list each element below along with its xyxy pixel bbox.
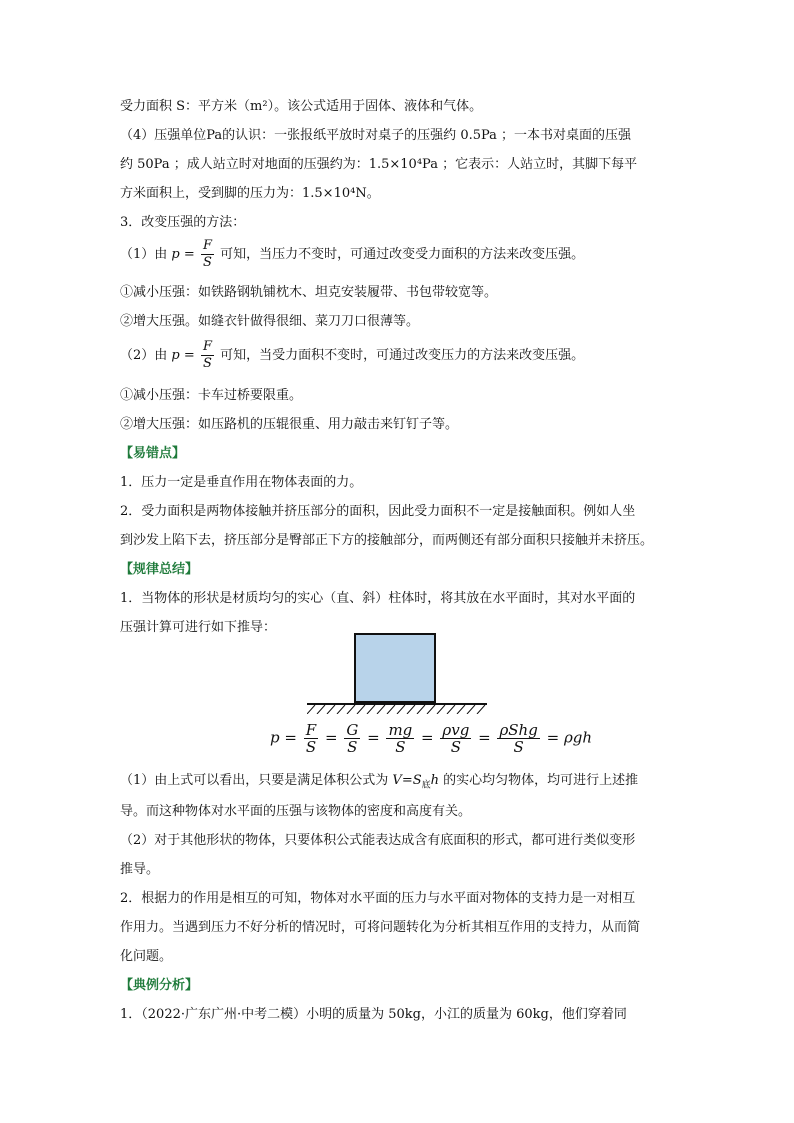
text-line: 受力面积 S：平方米（m²）。该公式适用于固体、液体和气体。 [120, 99, 483, 114]
derivation-formula [270, 722, 592, 755]
fraction-denominator: S [395, 738, 406, 756]
text-line-with-formula [120, 237, 680, 273]
fraction-numerator: F [202, 339, 212, 354]
section-heading: 【规律总结】 [120, 562, 199, 577]
formula-subscript: 底 [421, 780, 431, 791]
fraction-numerator: F [305, 721, 317, 739]
formula-eq: = [421, 728, 434, 747]
text-line: ②增大压强：如压路机的压辊很重、用力敲击来钉钉子等。 [120, 417, 459, 432]
text-line: ②增大压强。如缝衣针做得很细、菜刀刀口很薄等。 [120, 314, 420, 329]
fraction-numerator: mg [388, 721, 413, 739]
text-line: 推导。 [120, 862, 160, 877]
fraction-numerator: G [346, 721, 359, 739]
text-line: 1．当物体的形状是材质均匀的实心（直、斜）柱体时，将其放在水平面时，其对水平面的 [120, 591, 636, 606]
section-heading: 【典例分析】 [120, 978, 199, 993]
text-fragment: 可知，当压力不变时，可通过改变受力面积的方法来改变压强。 [220, 247, 585, 262]
fraction-denominator: S [450, 738, 461, 756]
formula-result: ρgh [563, 728, 593, 747]
formula-eq: = [183, 247, 195, 262]
formula-eq: = [401, 773, 413, 788]
fraction-denominator: S [305, 738, 317, 756]
text-line: 化问题。 [120, 949, 173, 964]
block-illustration [354, 633, 436, 703]
text-fragment: （2）由 [120, 348, 168, 363]
text-line: 作用力。当遇到压力不好分析的情况时，可将问题转化为分析其相互作用的支持力，从而简 [120, 920, 641, 935]
fraction-denominator: S [347, 738, 358, 756]
text-line: 约 50Pa ；成人站立时对地面的压强约为：1.5×10⁴Pa ；它表示：人站立时，其脚下每平 [120, 157, 638, 172]
formula-S: S [412, 773, 422, 788]
fraction-numerator: F [202, 238, 212, 253]
text-line: 方米面积上，受到脚的压力为：1.5×10⁴N。 [120, 186, 380, 201]
fraction-rvg-over-S [440, 722, 471, 755]
text-line: 3．改变压强的方法： [120, 215, 246, 230]
text-line: 1．（2022·广东广州·中考二模）小明的质量为 50kg，小江的质量为 60kg，他们穿着同 [120, 1007, 627, 1022]
section-heading: 【易错点】 [120, 446, 186, 461]
formula-h: h [430, 773, 440, 788]
formula-p: p [270, 728, 280, 747]
fraction-mg-over-S [386, 722, 414, 755]
fraction-denominator: S [513, 738, 524, 756]
text-line: （2）对于其他形状的物体，只要体积公式能表达成含有底面积的形式，都可进行类似变形 [120, 833, 636, 848]
text-fragment: 的实心均匀物体，均可进行上述推 [443, 773, 639, 788]
formula-V: V [392, 773, 402, 788]
fraction-F-over-S [201, 339, 214, 372]
text-line: ①减小压强：如铁路钢轨铺枕木、坦克安装履带、书包带较宽等。 [120, 285, 498, 300]
formula-eq: = [478, 728, 491, 747]
ground-hatching [307, 705, 487, 714]
formula-eq: = [546, 728, 560, 747]
text-line: 导。而这种物体对水平面的压强与该物体的密度和高度有关。 [120, 804, 472, 819]
fraction-G-over-S [344, 722, 360, 755]
formula-eq: = [324, 728, 338, 747]
text-fragment: （1）由上式可以看出，只要是满足体积公式为 [120, 773, 389, 788]
text-line-with-formula [120, 772, 680, 795]
formula-p: p [171, 348, 180, 363]
text-line: （4）压强单位Pa的认识：一张报纸平放时对桌子的压强约 0.5Pa ；一本书对桌面的压强 [120, 128, 632, 143]
text-line: 2．根据力的作用是相互的可知，物体对水平面的压力与水平面对物体的支持力是一对相互 [120, 891, 636, 906]
fraction-denominator: S [203, 356, 212, 371]
text-line-with-formula [120, 338, 680, 374]
text-fragment: （1）由 [120, 247, 168, 262]
text-line: 到沙发上陷下去，挤压部分是臀部正下方的接触部分，而两侧还有部分面积只接触并未挤压。 [120, 533, 654, 548]
fraction-F-over-S [201, 238, 214, 271]
fraction-numerator: ρvg [442, 721, 470, 739]
fraction-denominator: S [203, 255, 212, 270]
formula-eq: = [183, 348, 195, 363]
fraction-numerator: ρShg [499, 721, 538, 739]
formula-eq: = [367, 728, 380, 747]
formula-eq: = [284, 728, 297, 747]
fraction-F-over-S [304, 722, 318, 755]
text-line: ①减小压强：卡车过桥要限重。 [120, 388, 303, 403]
fraction-rShg-over-S [497, 722, 539, 755]
text-fragment: 可知，当受力面积不变时，可通过改变压力的方法来改变压强。 [220, 348, 585, 363]
text-line: 1．压力一定是垂直作用在物体表面的力。 [120, 475, 363, 490]
text-line: 压强计算可进行如下推导： [120, 620, 277, 635]
text-line: 2．受力面积是两物体接触并挤压部分的面积，因此受力面积不一定是接触面积。例如人坐 [120, 504, 636, 519]
formula-p: p [171, 247, 180, 262]
